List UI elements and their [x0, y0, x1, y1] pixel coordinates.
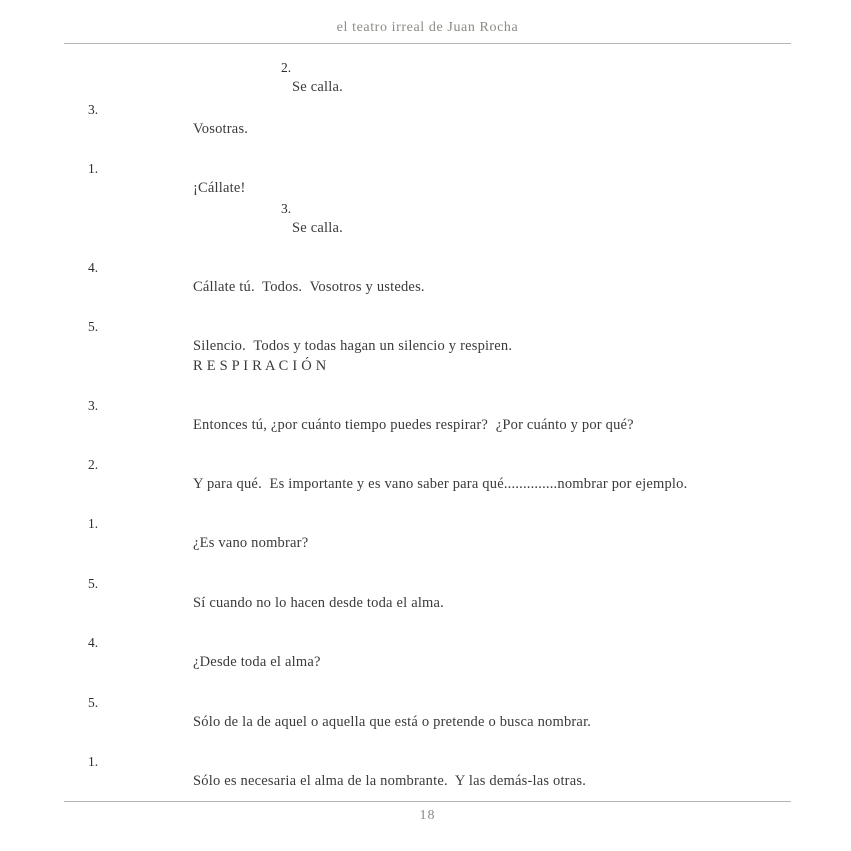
dialogue-lines: [193, 534, 308, 554]
dialogue-lines: [193, 416, 634, 436]
speaker-number: 1.: [88, 754, 99, 769]
dialogue-lines: [292, 219, 343, 239]
dialogue-line: ¿Desde toda el alma?: [193, 654, 321, 670]
header-rule: [64, 43, 791, 44]
dialogue-lines: [193, 475, 687, 495]
dialogue-line: Se calla.: [292, 79, 343, 95]
dialogue-lines: [193, 653, 321, 673]
dialogue-line: Se calla.: [292, 220, 343, 236]
speaker-number: 5.: [88, 695, 99, 710]
dialogue-line: Sí cuando no lo hacen desde toda el alma.: [193, 595, 444, 611]
dialogue-lines: [193, 278, 425, 298]
footer-rule: [64, 801, 791, 802]
speaker-number: 5.: [88, 319, 99, 334]
dialogue-lines: [193, 772, 586, 792]
dialogue-line: ¡Cállate!: [193, 180, 246, 196]
speaker-number: 3.: [88, 102, 99, 117]
dialogue-lines: [193, 179, 246, 199]
speaker-number: 1.: [88, 161, 99, 176]
dialogue-line: ¿Es vano nombrar?: [193, 535, 309, 551]
dialogue-lines: [193, 120, 248, 140]
running-head-title: el teatro irreal de Juan Rocha: [336, 20, 519, 35]
dialogue-line: Y para qué. Es importante y es vano saber para qué..............nombrar por ejemplo.: [193, 476, 688, 492]
dialogue-line: R E S P I R A C I Ó N: [193, 357, 327, 374]
page-number: 18: [419, 808, 436, 823]
dialogue-lines: [193, 594, 444, 614]
dialogue-lines: [193, 337, 512, 376]
speaker-number: 2.: [88, 457, 99, 472]
speaker-number: 1.: [88, 516, 99, 531]
speaker-number: 5.: [88, 576, 99, 591]
speaker-number: 2.: [281, 60, 292, 75]
dialogue-line: Silencio. Todos y todas hagan un silencio y respiren.: [193, 338, 513, 354]
dialogue-lines: [292, 78, 343, 98]
dialogue-line: Cállate tú. Todos. Vosotros y ustedes.: [193, 279, 425, 295]
dialogue-line: Vosotras.: [193, 121, 249, 137]
speaker-number: 4.: [88, 635, 99, 650]
dialogue-line: Sólo es necesaria el alma de la nombrante. Y las demás-las otras.: [193, 773, 587, 789]
speaker-number: 4.: [88, 260, 99, 275]
speaker-number: 3.: [88, 398, 99, 413]
speaker-number: 3.: [281, 201, 292, 216]
dialogue-line: Entonces tú, ¿por cuánto tiempo puedes respirar? ¿Por cuánto y por qué?: [193, 417, 634, 433]
dialogue-line: Sólo de la de aquel o aquella que está o pretende o busca nombrar.: [193, 714, 592, 730]
dialogue-lines: [193, 713, 591, 733]
